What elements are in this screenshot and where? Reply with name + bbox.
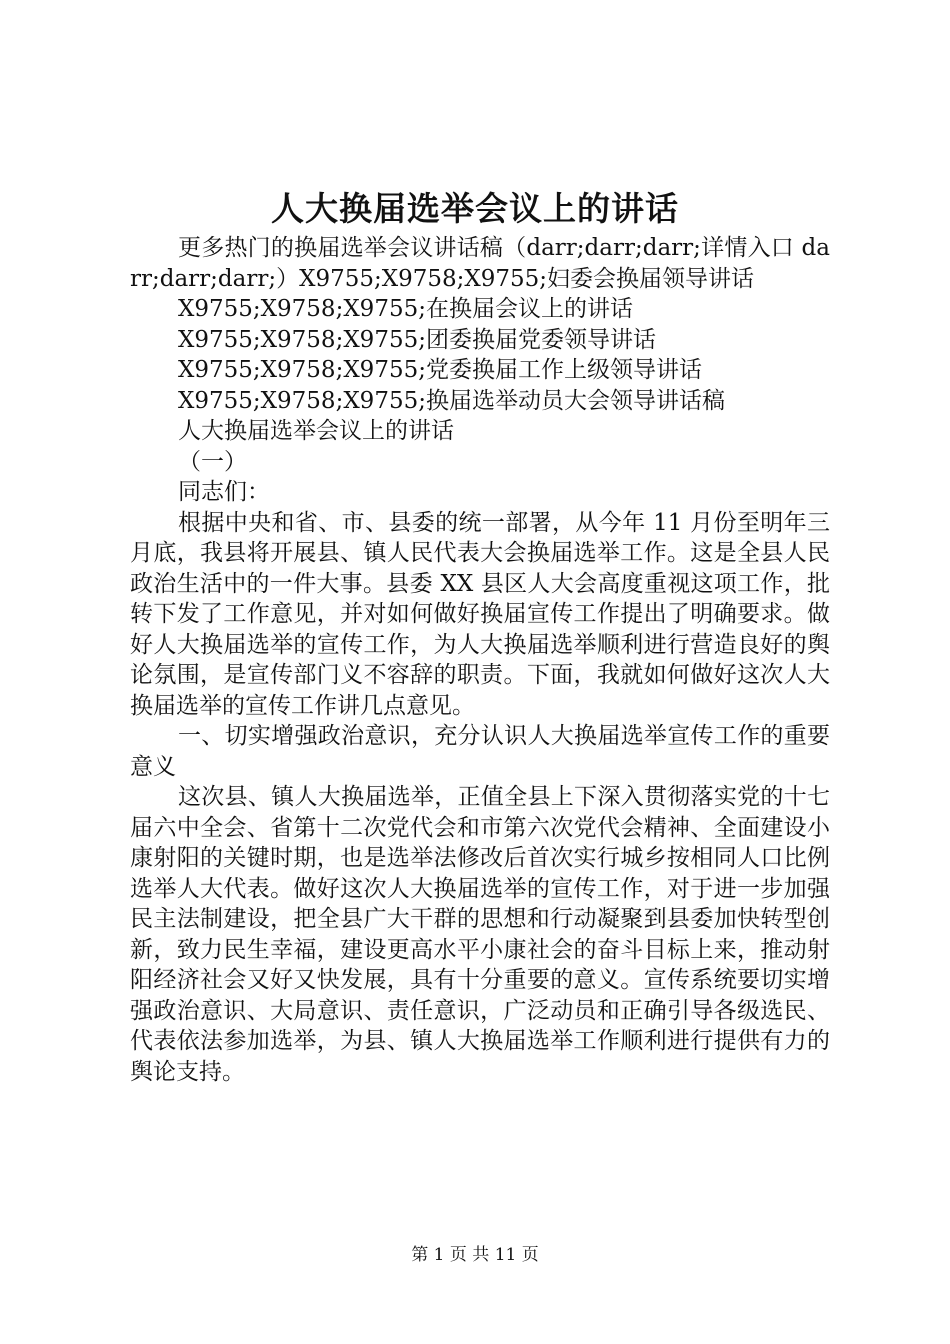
paragraph-heading-1: 一、切实增强政治意识，充分认识人大换届选举宣传工作的重要意义: [130, 723, 830, 780]
paragraph-link-2: X9755;X9758;X9755;团委换届党委领导讲话: [178, 326, 656, 353]
document-title: 人大换届选举会议上的讲话: [271, 189, 679, 228]
paragraph-part-number: （一）: [178, 448, 247, 475]
paragraph-link-4: X9755;X9758;X9755;换届选举动员大会领导讲话稿: [178, 387, 725, 414]
paragraph-body-2: 这次县、镇人大换届选举，正值全县上下深入贯彻落实党的十七届六中全会、省第十二次党代会和市第六次党代会精神、全面建设小康射阳的关键时期，也是选举法修改后首次实行城乡按相同人口比例选举人大代表。做好这次人大换届选举的宣传工作，对于进一步加强民主法制建设，把全县广大干群的思想和行动凝聚到县委加快转型创新，致力民生幸福，建设更高水平小康社会的奋斗目标上来，推动射阳经济社会又好又快发展，具有十分重要的意义。宣传系统要切实增强政治意识、大局意识、责任意识，广泛动员和正确引导各级选民、代表依法参加选举，为县、镇人大换届选举工作顺利进行提供有力的舆论支持。: [130, 784, 830, 1085]
page-number-footer: 第 1 页 共 11 页: [411, 1245, 539, 1265]
paragraph-intro: 更多热门的换届选举会议讲话稿（darr;darr;darr;详情入口 darr;darr;darr;）X9755;X9758;X9755;妇委会换届领导讲话: [130, 235, 830, 292]
paragraph-body-1: 根据中央和省、市、县委的统一部署，从今年 11 月份至明年三月底，我县将开展县、镇人民代表大会换届选举工作。这是全县人民政治生活中的一件大事。县委 XX 县区人大会高度重视这项工作，批转下发了工作意见，并对如何做好换届宣传工作提出了明确要求。做好人大换届选举的宣传工作，为人大换届选举顺利进行营造良好的舆论氛围，是宣传部门义不容辞的职责。下面，我就如何做好这次人大换届选举的宣传工作讲几点意见。: [130, 509, 830, 719]
paragraph-link-3: X9755;X9758;X9755;党委换届工作上级领导讲话: [178, 357, 702, 383]
paragraph-subtitle: 人大换届选举会议上的讲话: [178, 418, 454, 444]
paragraph-link-1: X9755;X9758;X9755;在换届会议上的讲话: [178, 296, 633, 322]
paragraph-salutation: 同志们：: [178, 479, 270, 505]
document-body: [130, 233, 830, 1087]
